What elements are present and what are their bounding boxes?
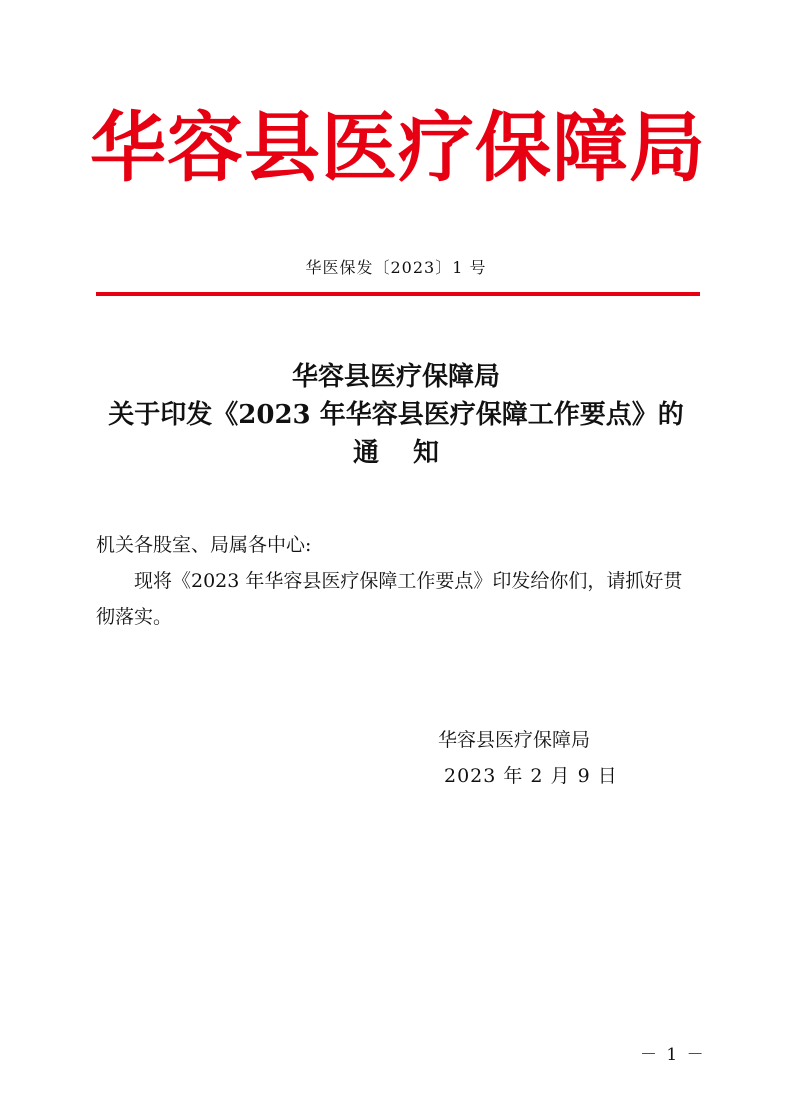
notice-body bbox=[96, 527, 696, 635]
notice-title bbox=[0, 358, 792, 472]
signature-org: 华容县医疗保障局 bbox=[438, 729, 591, 751]
page-number: － 1 － bbox=[640, 1045, 706, 1065]
title-line-3: 通知 bbox=[352, 438, 473, 468]
recipients-greeting: 机关各股室、局属各中心: bbox=[96, 534, 312, 556]
signature-date: 2023 年 2 月 9 日 bbox=[444, 765, 618, 787]
title-line-2: 关于印发《2023 年华容县医疗保障工作要点》的 bbox=[108, 400, 684, 430]
body-paragraph: 现将《2023 年华容县医疗保障工作要点》印发给你们，请抓好贯彻落实。 bbox=[96, 570, 683, 628]
red-masthead-title: 华容县医疗保障局 bbox=[90, 103, 706, 192]
document-number: 华医保发〔2023〕1 号 bbox=[305, 258, 487, 277]
signature-block bbox=[438, 722, 618, 794]
title-line-1: 华容县医疗保障局 bbox=[291, 362, 500, 392]
red-divider-line bbox=[96, 292, 700, 296]
